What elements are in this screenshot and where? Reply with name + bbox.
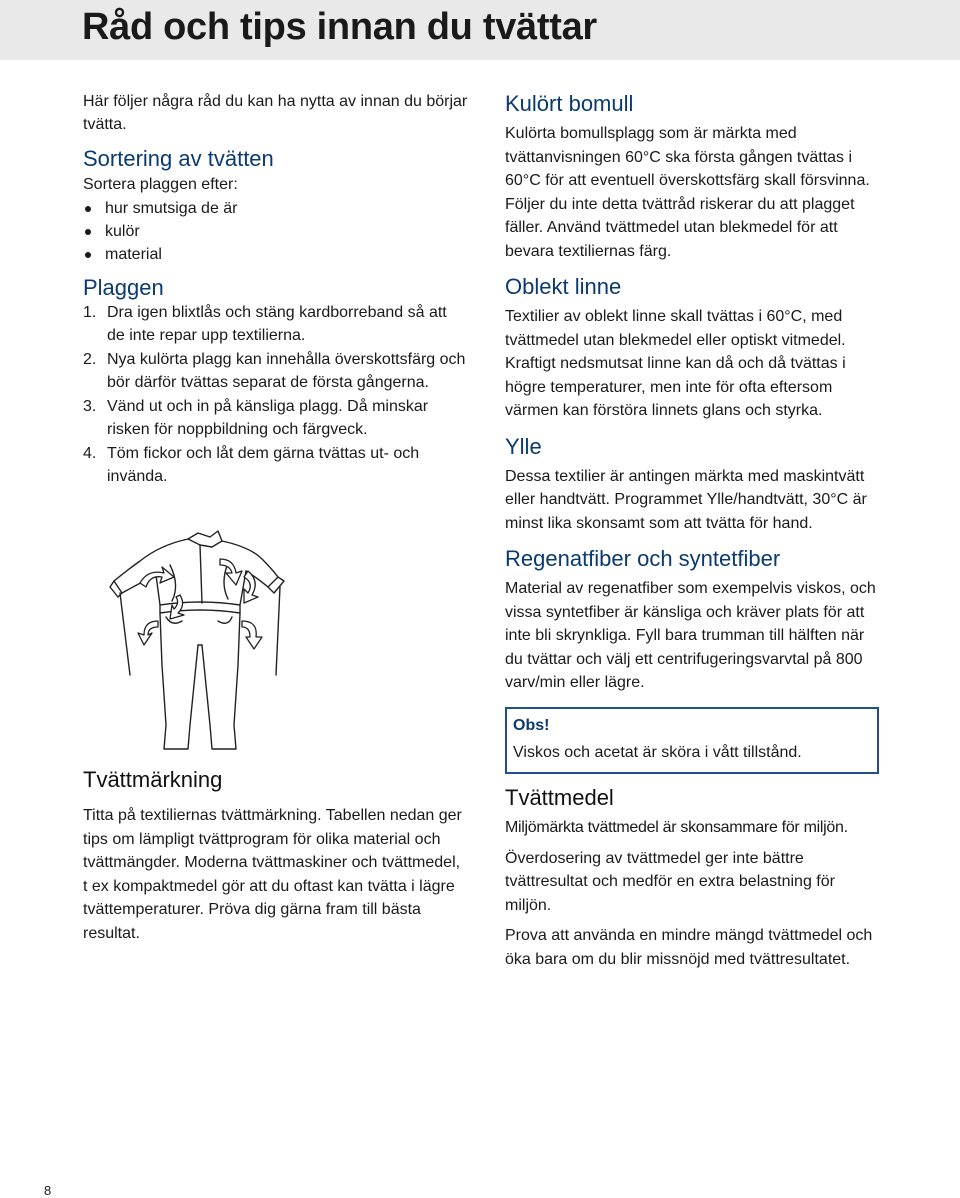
colored-cotton-text: Kulörta bomullsplagg som är märkta med tvättanvisningen 60°C ska första gången tvättas i 60°C för att eventuell överskottsfärg skall försvinna. Följer du inte detta tvättråd riskerar du att plagget fäller. Använd tvättmedel utan blekmedel för att bevara textiliernas färg. [505, 125, 870, 260]
list-item [83, 442, 468, 489]
note-box [505, 707, 879, 775]
list-item: hur smutsiga de är [83, 197, 468, 220]
regenerated-text: Material av regenatfiber som exempelvis viskos, och vissa syntetfiber är känsliga och kräver plats för att inte bli skrynkliga. Fyll bara trumman till hälften när du tvättar och välj ett centrifugeringsvarvtal på 800 varv/min eller lägre. [505, 580, 876, 691]
list-text: Nya kulörta plagg kan innehålla överskottsfärg och bör därför tvättas separat de första gångerna. [107, 350, 466, 391]
list-item: kulör [83, 220, 468, 243]
note-title: Obs! [513, 716, 550, 734]
list-number: 3. [83, 397, 97, 415]
list-text: Dra igen blixtlås och stäng kardborreband så att de inte repar upp textilierna. [107, 303, 447, 344]
detergent-text-3: Prova att använda en mindre mängd tvättmedel och öka bara om du blir missnöjd med tvättresultatet. [505, 927, 873, 968]
wool-heading: Ylle [505, 433, 542, 459]
unbleached-linen-text: Textilier av oblekt linne skall tvättas i 60°C, med tvättmedel utan blekmedel eller optiskt vitmedel. Kraftigt nedsmutsat linne kan då och då tvättas i högre temperaturer, men inte för ofta eftersom värmen kan förstöra linnets glans och styrka. [505, 308, 846, 419]
wool-text: Dessa textilier är antingen märkta med maskintvätt eller handtvätt. Programmet Ylle/handtvätt, 30°C är minst lika skonsamt som att tvätta för hand. [505, 467, 867, 532]
list-text: Töm fickor och låt dem gärna tvättas ut- och invända. [107, 444, 420, 485]
garments-heading: Plaggen [83, 274, 164, 300]
detergent-heading: Tvättmedel [505, 785, 614, 810]
intro-text: Här följer några råd du kan ha nytta av innan du börjar tvätta. [83, 93, 468, 133]
sorting-list [83, 197, 468, 266]
page-number: 8 [44, 1183, 52, 1198]
unbleached-linen-heading: Oblekt linne [505, 274, 622, 299]
detergent-text-2: Överdosering av tvättmedel ger inte bättre tvättresultat och medför en extra belastning för miljön. [505, 849, 835, 914]
list-text: Vänd ut och in på känsliga plagg. Då minskar risken för noppbildning och färgveck. [107, 397, 429, 438]
list-item [83, 348, 468, 395]
list-item [83, 395, 468, 442]
garment-inside-out-illustration [100, 525, 300, 755]
care-label-section [83, 766, 468, 945]
list-item [83, 301, 468, 348]
sorting-heading: Sortering av tvätten [83, 146, 274, 171]
left-column [83, 90, 468, 489]
garments-list [83, 301, 468, 489]
list-number: 1. [83, 303, 97, 321]
detergent-text-1: Miljömärkta tvättmedel är skonsammare för miljön. [505, 819, 848, 836]
list-number: 2. [83, 350, 97, 368]
list-item: material [83, 243, 468, 266]
regenerated-heading: Regenatfiber och syntetfiber [505, 546, 781, 571]
sorting-lead: Sortera plaggen efter: [83, 176, 238, 193]
care-label-heading: Tvättmärkning [83, 767, 223, 792]
list-number: 4. [83, 444, 97, 462]
care-label-text: Titta på textiliernas tvättmärkning. Tabellen nedan ger tips om lämpligt tvättprogram för olika material och tvättmängder. Moderna tvättmaskiner och tvättmedel, t ex kompaktmedel gör att du oftast kan tvätta i lägre tvättemperaturer. Pröva dig gärna fram till bästa resultat. [83, 807, 462, 942]
right-column [505, 90, 885, 971]
note-text: Viskos och acetat är sköra i vått tillstånd. [513, 743, 802, 761]
page-title: Råd och tips innan du tvättar [82, 6, 597, 48]
colored-cotton-heading: Kulört bomull [505, 91, 634, 116]
